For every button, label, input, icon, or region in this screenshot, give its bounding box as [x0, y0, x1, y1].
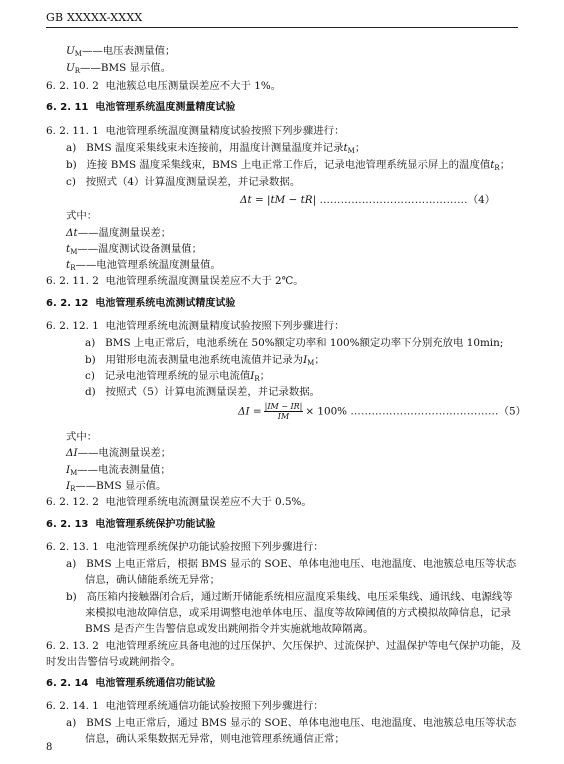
where-um: $U_M——$电压表测量值；: [66, 45, 176, 58]
section-heading-6-2-14: 6. 2. 14 电池管理系统通信功能试验: [46, 678, 216, 689]
clause-6-2-11-1: 6. 2. 11. 1 电池管理系统温度测量精度试验按照下列步骤进行：: [46, 125, 345, 137]
clause-6-2-13-2-cont: 时发出告警信号或跳闸指令。: [46, 656, 182, 668]
list-item-c: c) 按照式（4）计算温度测量误差，并记录数据。: [66, 176, 301, 188]
where-label: 式中：: [66, 210, 98, 222]
clause-6-2-13-2: 6. 2. 13. 2 电池管理系统应具备电池的过压保护、欠压保护、过流保护、过温保护等电气保护功能，及: [46, 640, 522, 652]
list-item-b: b) 高压箱内接触器闭合后，通过断开储能系统相应温度采集线、电压采集线、通讯线、电源线等: [66, 591, 513, 603]
where-delta-t: Δt——温度测量误差；: [66, 227, 172, 239]
clause-6-2-11-2: 6. 2. 11. 2 电池管理系统温度测量误差应不大于 2℃。: [46, 275, 304, 287]
where-im: $I_M——$电流表测量值；: [66, 464, 171, 477]
clause-6-2-14-1: 6. 2. 14. 1 电池管理系统通信功能试验按照下列步骤进行：: [46, 700, 324, 712]
where-tr: $t_R——$电池管理系统温度测量值。: [66, 259, 221, 272]
list-item-a: a) BMS 上电正常后，根据 BMS 显示的 SOE、单体电池电压、电池温度、电池簇总电压等状态: [66, 558, 517, 570]
section-heading-6-2-12: 6. 2. 12 电池管理系统电流测试精度试验: [46, 298, 236, 309]
where-label: 式中：: [66, 431, 98, 443]
list-item-a: a) BMS 上电正常后，电池系统在 50%额定功率和 100%额定功率下分别充放电 10min;: [85, 337, 504, 349]
list-item-b-cont: 来模拟电池故障信息，或采用调整电池单体电压、温度等故障阈值的方式模拟故障信息，记录: [85, 607, 512, 619]
where-ur: $U_R——BMS$ 显示值。: [66, 62, 172, 75]
section-heading-6-2-11: 6. 2. 11 电池管理系统温度测量精度试验: [46, 102, 236, 113]
list-item-a-cont: 信息，确认采集数据无异常，则电池管理系统通信正常；: [85, 733, 345, 745]
page-number: 8: [46, 742, 53, 753]
header-rule: [46, 27, 518, 28]
formula-fraction: $\frac{|IM - IR|}{IM}$: [264, 402, 303, 421]
list-item-b: b) 连接 BMS 温度采集线束，BMS 上电正常工作后，记录电池管理系统显示屏上的温度值$t_R$；: [66, 159, 511, 172]
formula-4: Δt = |tM − tR| ……………………………………（4）: [240, 194, 496, 206]
clause-6-2-12-1: 6. 2. 12. 1 电池管理系统电流测量精度试验按照下列步骤进行：: [46, 320, 345, 332]
section-heading-6-2-13: 6. 2. 13 电池管理系统保护功能试验: [46, 519, 216, 530]
list-item-b-cont: BMS 是否产生告警信息或发出跳闸指令并实施就地故障隔离。: [85, 623, 374, 635]
clause-6-2-12-2: 6. 2. 12. 2 电池管理系统电流测量误差应不大于 0.5%。: [46, 496, 312, 508]
where-tm: $t_M——$温度测试设备测量值；: [66, 243, 203, 256]
formula-5: ΔI = $\frac{|IM - IR|}{IM}$ × 100% ……………………………………（5）: [238, 402, 527, 421]
list-item-b: b) 用钳形电流表测量电池系统电流值并记录为$I_M$；: [85, 354, 325, 367]
where-delta-i: ΔI——电流测量误差；: [66, 447, 172, 459]
standard-code-header: GB XXXXX-XXXX: [46, 11, 143, 24]
list-item-a-cont: 信息，确认储能系统无异常；: [85, 574, 221, 586]
list-item-c: c) 记录电池管理系统的显示电流值$I_R$；: [85, 370, 271, 383]
list-item-a: a) BMS 上电正常后，通过 BMS 显示的 SOE、单体电池电压、电池温度、电池簇总电压等状态: [66, 717, 517, 729]
clause-6-2-10-2: 6. 2. 10. 2 电池簇总电压测量误差应不大于 1%。: [46, 80, 282, 92]
clause-6-2-13-1: 6. 2. 13. 1 电池管理系统保护功能试验按照下列步骤进行：: [46, 541, 324, 553]
list-item-d: d) 按照式（5）计算电流测量误差，并记录数据。: [85, 386, 321, 398]
list-item-a: a) BMS 温度采集线束未连接前，用温度计测量温度并记录$t_M$；: [66, 142, 366, 155]
where-ir: $I_R——BMS$ 显示值。: [66, 480, 167, 493]
